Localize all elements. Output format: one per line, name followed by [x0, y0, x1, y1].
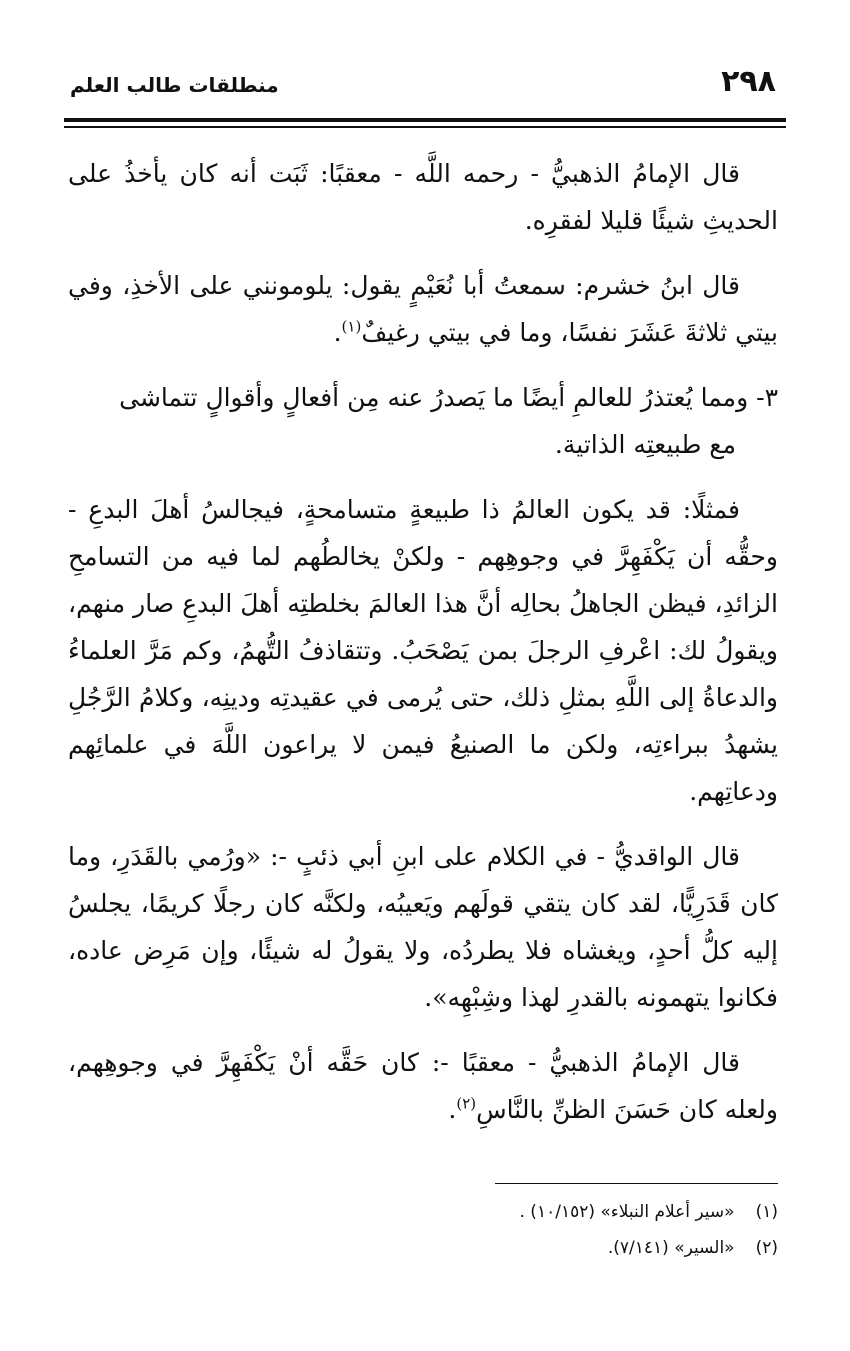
footnote-1 — [68, 1194, 778, 1230]
paragraph-text: قال الإمامُ الذهبيُّ - معقبًا -: كان حَقَّه أنْ يَكْفَهِرَّ في وجوهِهم، ولعله كان حَسَنَ الظنِّ بالنَّاسِ — [68, 1048, 778, 1124]
footnote-number: (١) — [755, 1202, 778, 1222]
paragraph-waqidi — [68, 833, 778, 1021]
header-rule-thin — [64, 126, 786, 128]
header-rule-thick — [64, 118, 786, 122]
paragraph-text: فمثلًا: قد يكون العالمُ ذا طبيعةٍ متسامحةٍ، فيجالسُ أهلَ البدعِ - وحقُّه أن يَكْفَهِرَّ في وجوهِهم - ولكنْ يخالطُهم لما فيه من التسامحِ الزائدِ، فيظن الجاهلُ بحالِه أنَّ هذا العالمَ بخلطتِه أهلَ البدعِ صار منهم، ويقولُ لك: اعْرفِ الرجلَ بمن يَصْحَبُ. وتتقاذفُ التُّهمُ، وكم مَرَّ العلماءُ والدعاةُ إلى اللَّهِ بمثلِ ذلك، حتى يُرمى في عقيدتِه ودينِه، وكلامُ الرَّجُلِ يشهدُ ببراءتِه، ولكن ما الصنيعُ فيمن لا يراعون اللَّهَ في علمائِهم ودعاتِهم. — [68, 495, 778, 806]
paragraph-ibn-khashram — [68, 262, 778, 356]
paragraph-text: قال الإمامُ الذهبيُّ - رحمه اللَّه - معقبًا: ثَبَت أنه كان يأخذُ على الحديثِ شيئًا قليلا لفقرِه. — [68, 159, 778, 235]
footnote-text: «السير» (٧/١٤١). — [607, 1238, 735, 1258]
footnote-text: «سير أعلام النبلاء» (١٠/١٥٢) . — [519, 1202, 735, 1222]
point-number: ٣- — [756, 383, 778, 412]
sentence-end: . — [448, 1095, 457, 1124]
paragraph-text: قال الواقديُّ - في الكلام على ابنِ أبي ذئبٍ -: «ورُمي بالقَدَرِ، وما كان قَدَرِيًّا، لقد كان يتقي قولَهم ويَعيبُه، ولكنَّه كان رجلًا كريمًا، يجلسُ إليه كلُّ أحدٍ، ويغشاه فلا يطردُه، ولا يقولُ له شيئًا، وإن مَرِض عاده، فكانوا يتهمونه بالقدرِ لهذا وشِبْهِه». — [68, 842, 778, 1012]
paragraph-continuation: مع طبيعتِه الذاتية. — [554, 430, 736, 459]
footnote-number: (٢) — [755, 1238, 778, 1258]
paragraph-point-3 — [68, 374, 778, 468]
sentence-end: . — [333, 318, 342, 347]
page-header — [64, 62, 786, 110]
page-number: ٢٩٨ — [721, 64, 776, 99]
footnote-2 — [68, 1230, 778, 1266]
footnote-separator — [495, 1183, 778, 1184]
paragraph-dhahabi-comment — [68, 150, 778, 244]
footnote-ref-1[interactable]: (١) — [341, 317, 362, 336]
footnote-ref-2[interactable]: (٢) — [456, 1094, 477, 1113]
body-text — [68, 150, 778, 1151]
paragraph-text: قال ابنُ خشرم: سمعتُ أبا نُعَيْمٍ يقول: يلومونني على الأخذِ، وفي بيتي ثلاثةَ عَشَرَ نفسًا، وما في بيتي رغيفٌ — [68, 271, 778, 347]
paragraph-text: ومما يُعتذرُ للعالمِ أيضًا ما يَصدرُ عنه مِن أفعالٍ وأقوالٍ تتماشى — [119, 383, 749, 412]
paragraph-dhahabi-second — [68, 1039, 778, 1133]
running-title: منطلقات طالب العلم — [70, 73, 279, 97]
paragraph-example — [68, 486, 778, 815]
footnotes — [68, 1194, 778, 1266]
